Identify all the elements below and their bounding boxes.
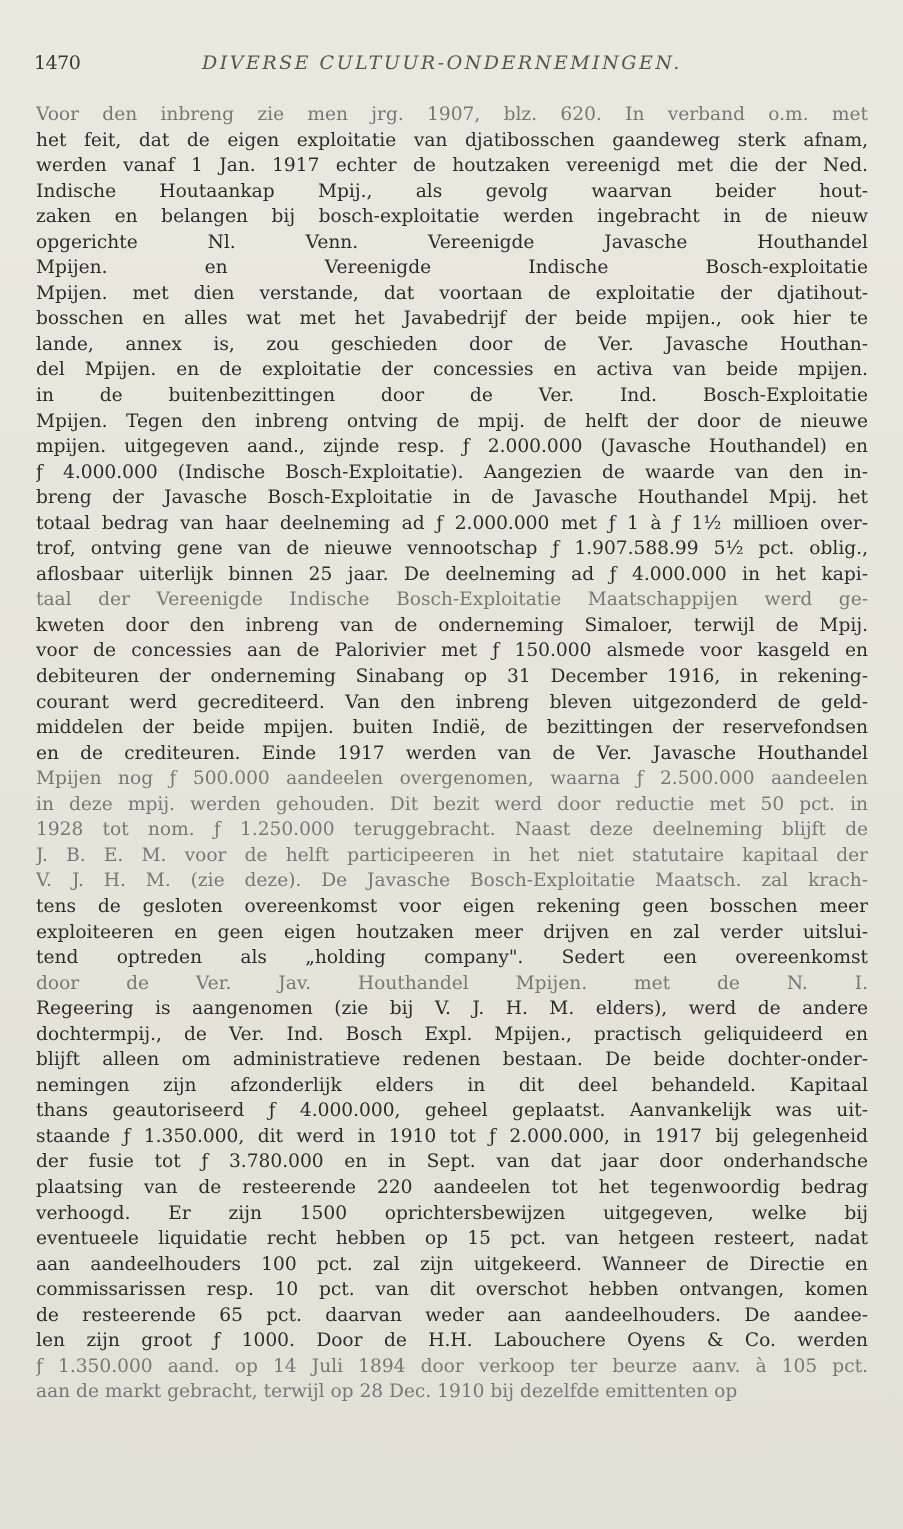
- text-line: ƒ 1.350.000 aand. op 14 Juli 1894 door verkoop ter beurze aanv. à 105 pct.: [36, 1355, 868, 1377]
- page-header: [34, 52, 874, 82]
- text-line: het feit, dat de eigen exploitatie van djatibosschen gaandeweg sterk afnam,: [36, 129, 868, 151]
- text-line: voor de concessies aan de Palorivier met ƒ 150.000 alsmede voor kasgeld en: [36, 640, 868, 662]
- text-line: blijft alleen om administratieve redenen bestaan. De beide dochter-onder-: [36, 1049, 868, 1071]
- running-title: DIVERSE CULTUUR-ONDERNEMINGEN.: [202, 52, 682, 74]
- text-line: Mpijen. en Vereenigde Indische Bosch-exploitatie: [36, 257, 868, 279]
- text-line: aan de markt gebracht, terwijl op 28 Dec. 1910 bij dezelfde emittenten op: [36, 1381, 738, 1403]
- text-line: staande ƒ 1.350.000, dit werd in 1910 tot ƒ 2.000.000, in 1917 bij gelegenheid: [36, 1125, 868, 1147]
- text-line: taal der Vereenigde Indische Bosch-Exploitatie Maatschappijen werd ge-: [36, 589, 868, 611]
- text-line: bosschen en alles wat met het Javabedrijf der beide mpijen., ook hier te: [36, 308, 868, 330]
- text-line: tens de gesloten overeenkomst voor eigen rekening geen bosschen meer: [36, 895, 868, 917]
- text-line: breng der Javasche Bosch-Exploitatie in de Javasche Houthandel Mpij. het: [36, 487, 868, 509]
- text-line: Mpijen. met dien verstande, dat voortaan de exploitatie der djatihout-: [36, 282, 868, 304]
- text-line: V. J. H. M. (zie deze). De Javasche Bosch-Exploitatie Maatsch. zal krach-: [36, 870, 868, 892]
- text-line: nemingen zijn afzonderlijk elders in dit deel behandeld. Kapitaal: [36, 1074, 868, 1096]
- text-line: del Mpijen. en de exploitatie der concessies en activa van beide mpijen.: [36, 359, 868, 381]
- text-line: debiteuren der onderneming Sinabang op 31 December 1916, in rekening-: [36, 666, 868, 688]
- text-line: totaal bedrag van haar deelneming ad ƒ 2.000.000 met ƒ 1 à ƒ 1½ millioen over-: [36, 512, 868, 534]
- text-line: 1928 tot nom. ƒ 1.250.000 teruggebracht. Naast deze deelneming blijft de: [36, 819, 868, 841]
- text-line: len zijn groot ƒ 1000. Door de H.H. Labouchere Oyens & Co. werden: [36, 1330, 868, 1352]
- text-line: lande, annex is, zou geschieden door de Ver. Javasche Houthan-: [36, 333, 868, 355]
- text-line: trof, ontving gene van de nieuwe vennootschap ƒ 1.907.588.99 5½ pct. oblig.,: [36, 538, 868, 560]
- text-line: mpijen. uitgegeven aand., zijnde resp. ƒ 2.000.000 (Javasche Houthandel) en: [36, 436, 868, 458]
- text-line: ƒ 4.000.000 (Indische Bosch-Exploitatie). Aangezien de waarde van den in-: [36, 461, 868, 483]
- text-line: aan aandeelhouders 100 pct. zal zijn uitgekeerd. Wanneer de Directie en: [36, 1253, 868, 1275]
- text-line: J. B. E. M. voor de helft participeeren in het niet statutaire kapitaal der: [36, 844, 868, 866]
- text-line: Regeering is aangenomen (zie bij V. J. H. M. elders), werd de andere: [36, 998, 868, 1020]
- text-line: dochtermpij., de Ver. Ind. Bosch Expl. Mpijen., practisch geliquideerd en: [36, 1023, 868, 1045]
- text-line: Indische Houtaankap Mpij., als gevolg waarvan beider hout-: [36, 180, 868, 202]
- text-line: plaatsing van de resteerende 220 aandeelen tot het tegenwoordig bedrag: [36, 1176, 868, 1198]
- body-text: [36, 102, 868, 1405]
- text-line: commissarissen resp. 10 pct. van dit overschot hebben ontvangen, komen: [36, 1279, 868, 1301]
- text-line: courant werd gecrediteerd. Van den inbreng bleven uitgezonderd de geld-: [36, 691, 868, 713]
- text-line: opgerichte Nl. Venn. Vereenigde Javasche Houthandel: [36, 231, 868, 253]
- text-line: middelen der beide mpijen. buiten Indië, de bezittingen der reservefondsen: [36, 717, 868, 739]
- text-line: der fusie tot ƒ 3.780.000 en in Sept. van dat jaar door onderhandsche: [36, 1151, 868, 1173]
- text-line: in de buitenbezittingen door de Ver. Ind. Bosch-Exploitatie: [36, 385, 868, 407]
- text-line: aflosbaar uiterlijk binnen 25 jaar. De deelneming ad ƒ 4.000.000 in het kapi-: [36, 563, 868, 585]
- text-line: en de crediteuren. Einde 1917 werden van de Ver. Javasche Houthandel: [36, 742, 868, 764]
- text-line: thans geautoriseerd ƒ 4.000.000, geheel geplaatst. Aanvankelijk was uit-: [36, 1100, 868, 1122]
- text-line: zaken en belangen bij bosch-exploitatie werden ingebracht in de nieuw: [36, 206, 868, 228]
- text-line: Mpijen nog ƒ 500.000 aandeelen overgenomen, waarna ƒ 2.500.000 aandeelen: [36, 768, 868, 790]
- text-line: tend optreden als „holding company". Sedert een overeenkomst: [36, 947, 868, 969]
- text-line: kweten door den inbreng van de onderneming Simaloer, terwijl de Mpij.: [36, 614, 868, 636]
- text-line: door de Ver. Jav. Houthandel Mpijen. met de N. I.: [36, 972, 868, 994]
- text-line: Voor den inbreng zie men jrg. 1907, blz. 620. In verband o.m. met: [36, 104, 868, 125]
- text-line: eventueele liquidatie recht hebben op 15 pct. van hetgeen resteert, nadat: [36, 1228, 868, 1250]
- text-line: de resteerende 65 pct. daarvan weder aan aandeelhouders. De aandee-: [36, 1304, 868, 1326]
- text-line: in deze mpij. werden gehouden. Dit bezit werd door reductie met 50 pct. in: [36, 793, 868, 815]
- text-line: werden vanaf 1 Jan. 1917 echter de houtzaken vereenigd met die der Ned.: [36, 155, 868, 177]
- text-line: verhoogd. Er zijn 1500 oprichtersbewijzen uitgegeven, welke bij: [36, 1202, 868, 1224]
- text-line: exploiteeren en geen eigen houtzaken meer drijven en zal verder uitslui-: [36, 921, 868, 943]
- text-line: Mpijen. Tegen den inbreng ontving de mpij. de helft der door de nieuwe: [36, 410, 868, 432]
- page-number: 1470: [34, 52, 81, 74]
